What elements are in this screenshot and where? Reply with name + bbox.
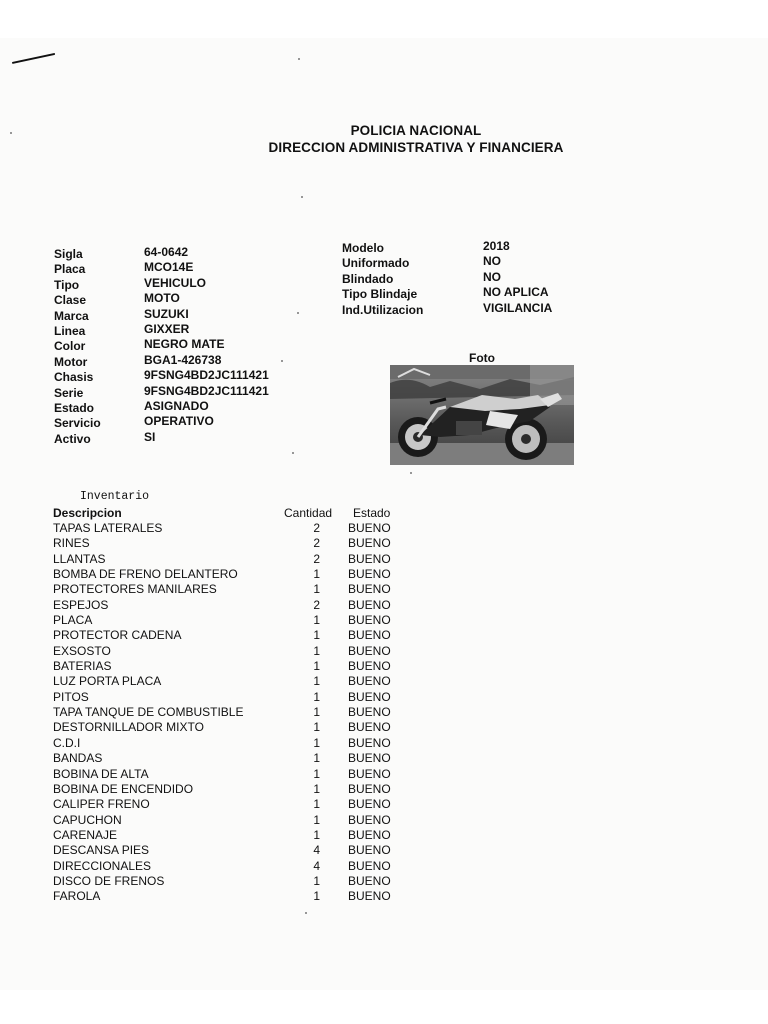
table-row xyxy=(0,644,768,659)
document-subtitle: DIRECCION ADMINISTRATIVA Y FINANCIERA xyxy=(268,140,564,155)
item-quantity: 2 xyxy=(313,536,320,551)
table-row xyxy=(0,736,768,751)
item-description: CARENAJE xyxy=(53,827,118,842)
field-value: 2018 xyxy=(483,239,510,253)
column-header-status: Estado xyxy=(353,506,391,520)
item-description: BANDAS xyxy=(53,751,103,766)
field-value: GIXXER xyxy=(144,321,190,336)
table-row xyxy=(0,889,768,904)
item-quantity: 1 xyxy=(313,674,320,689)
table-row xyxy=(0,720,768,735)
item-quantity: 2 xyxy=(313,521,320,535)
table-row xyxy=(0,751,768,766)
field-label: Sigla xyxy=(54,247,83,261)
item-description: CALIPER FRENO xyxy=(53,797,150,812)
motorcycle-photo xyxy=(390,365,574,465)
item-quantity: 1 xyxy=(313,643,320,658)
table-row xyxy=(0,552,768,567)
item-status: BUENO xyxy=(348,766,391,781)
field-label: Marca xyxy=(54,308,89,323)
table-row xyxy=(0,674,768,689)
field-label: Tipo Blindaje xyxy=(342,287,418,302)
item-status: BUENO xyxy=(348,751,391,766)
item-status: BUENO xyxy=(348,689,391,704)
item-status: BUENO xyxy=(348,674,391,689)
item-status: BUENO xyxy=(348,873,391,888)
field-label: Chasis xyxy=(54,370,94,385)
inventory-table xyxy=(0,521,768,905)
scan-speck xyxy=(10,132,12,134)
vehicle-field-labels-left xyxy=(54,247,101,447)
scan-speck xyxy=(298,58,300,60)
scan-speck xyxy=(305,912,307,914)
field-value: 64-0642 xyxy=(144,245,189,259)
item-description: PLACA xyxy=(53,613,93,628)
item-quantity: 1 xyxy=(313,827,320,842)
field-label: Clase xyxy=(54,293,87,308)
field-label: Ind.Utilizacion xyxy=(342,302,424,317)
field-value: BGA1-426738 xyxy=(144,352,222,367)
vehicle-field-values-right xyxy=(483,239,552,316)
field-value: NO APLICA xyxy=(483,285,549,300)
field-label: Activo xyxy=(54,431,91,446)
scan-bottom-margin xyxy=(0,990,768,1024)
table-row xyxy=(0,813,768,828)
table-row xyxy=(0,659,768,674)
item-quantity: 1 xyxy=(313,659,320,674)
item-description: LUZ PORTA PLACA xyxy=(53,674,162,689)
table-row xyxy=(0,521,768,536)
item-status: BUENO xyxy=(348,659,391,674)
item-description: BOBINA DE ALTA xyxy=(53,766,149,781)
item-quantity: 1 xyxy=(313,873,320,888)
item-description: LLANTAS xyxy=(53,551,106,566)
item-status: BUENO xyxy=(348,797,391,812)
item-description: PITOS xyxy=(53,689,89,704)
field-value: 9FSNG4BD2JC111421 xyxy=(144,368,269,383)
field-label: Blindado xyxy=(342,271,394,286)
field-value: VIGILANCIA xyxy=(483,300,553,315)
item-status: BUENO xyxy=(348,597,391,612)
item-quantity: 1 xyxy=(313,781,320,796)
field-value: NO xyxy=(483,254,501,269)
item-status: BUENO xyxy=(348,812,391,827)
item-description: C.D.I xyxy=(53,735,81,750)
item-quantity: 1 xyxy=(313,797,320,812)
document-title: POLICIA NACIONAL xyxy=(350,123,482,138)
item-description: DISCO DE FRENOS xyxy=(53,873,165,888)
item-description: DIRECCIONALES xyxy=(53,858,152,873)
item-status: BUENO xyxy=(348,858,391,873)
field-value: NEGRO MATE xyxy=(144,337,225,352)
table-row xyxy=(0,690,768,705)
item-quantity: 1 xyxy=(313,751,320,766)
item-description: BATERIAS xyxy=(53,659,112,674)
table-row xyxy=(0,598,768,613)
item-status: BUENO xyxy=(348,567,391,582)
column-header-quantity: Cantidad xyxy=(284,506,333,520)
field-value: MCO14E xyxy=(144,260,194,275)
field-value: NO xyxy=(483,269,501,284)
field-value: SI xyxy=(144,429,156,444)
item-status: BUENO xyxy=(348,628,391,643)
item-status: BUENO xyxy=(348,705,391,720)
item-status: BUENO xyxy=(348,843,391,858)
item-status: BUENO xyxy=(348,521,391,535)
vehicle-field-labels-right xyxy=(342,241,423,318)
item-description: TAPAS LATERALES xyxy=(53,521,163,535)
item-status: BUENO xyxy=(348,536,391,551)
table-row xyxy=(0,859,768,874)
scan-speck xyxy=(292,452,294,454)
item-status: BUENO xyxy=(348,613,391,628)
field-label: Motor xyxy=(54,354,88,369)
item-quantity: 4 xyxy=(313,843,320,858)
table-row xyxy=(0,874,768,889)
scan-speck xyxy=(281,360,283,362)
field-value: VEHICULO xyxy=(144,275,207,290)
item-quantity: 1 xyxy=(313,628,320,643)
item-status: BUENO xyxy=(348,720,391,735)
table-row xyxy=(0,767,768,782)
table-row xyxy=(0,536,768,551)
item-description: CAPUCHON xyxy=(53,812,122,827)
field-value: SUZUKI xyxy=(144,306,189,321)
field-label: Color xyxy=(54,339,86,354)
field-label: Estado xyxy=(54,400,95,415)
field-value: OPERATIVO xyxy=(144,414,214,429)
scan-speck xyxy=(410,472,412,474)
item-quantity: 1 xyxy=(313,705,320,720)
item-status: BUENO xyxy=(348,735,391,750)
table-row xyxy=(0,705,768,720)
field-value: 9FSNG4BD2JC111421 xyxy=(144,383,269,398)
item-description: EXSOSTO xyxy=(53,643,111,658)
inventory-title: Inventario xyxy=(80,490,150,503)
item-quantity: 2 xyxy=(313,551,320,566)
table-row xyxy=(0,843,768,858)
item-quantity: 1 xyxy=(313,766,320,781)
table-row xyxy=(0,797,768,812)
field-label: Serie xyxy=(54,385,84,400)
scan-speck xyxy=(301,196,303,198)
item-description: BOBINA DE ENCENDIDO xyxy=(53,781,194,796)
item-quantity: 1 xyxy=(313,735,320,750)
field-label: Modelo xyxy=(342,241,384,255)
item-quantity: 1 xyxy=(313,582,320,597)
table-row xyxy=(0,582,768,597)
field-label: Placa xyxy=(54,262,86,277)
vehicle-field-values-left xyxy=(144,245,269,445)
field-value: MOTO xyxy=(144,291,180,306)
table-row xyxy=(0,628,768,643)
item-quantity: 1 xyxy=(313,613,320,628)
item-status: BUENO xyxy=(348,889,391,904)
item-description: FAROLA xyxy=(53,889,101,904)
item-description: TAPA TANQUE DE COMBUSTIBLE xyxy=(53,705,244,720)
item-status: BUENO xyxy=(348,827,391,842)
item-description: RINES xyxy=(53,536,90,551)
scan-top-margin xyxy=(0,0,768,38)
item-description: BOMBA DE FRENO DELANTERO xyxy=(53,567,238,582)
photo-label: Foto xyxy=(469,351,495,365)
item-description: PROTECTORES MANILARES xyxy=(53,582,217,597)
item-description: DESCANSA PIES xyxy=(53,843,150,858)
item-quantity: 1 xyxy=(313,567,320,582)
field-label: Servicio xyxy=(54,416,101,431)
item-status: BUENO xyxy=(348,582,391,597)
table-row xyxy=(0,567,768,582)
item-description: PROTECTOR CADENA xyxy=(53,628,182,643)
scan-speck xyxy=(297,312,299,314)
column-header-description: Descripcion xyxy=(53,506,122,520)
item-quantity: 1 xyxy=(313,720,320,735)
table-row xyxy=(0,828,768,843)
field-value: ASIGNADO xyxy=(144,398,209,413)
item-quantity: 4 xyxy=(313,858,320,873)
item-description: ESPEJOS xyxy=(53,597,109,612)
table-row xyxy=(0,782,768,797)
item-status: BUENO xyxy=(348,551,391,566)
item-status: BUENO xyxy=(348,643,391,658)
item-description: DESTORNILLADOR MIXTO xyxy=(53,720,204,735)
item-quantity: 1 xyxy=(313,689,320,704)
field-label: Tipo xyxy=(54,277,80,292)
item-quantity: 2 xyxy=(313,597,320,612)
item-status: BUENO xyxy=(348,781,391,796)
item-quantity: 1 xyxy=(313,812,320,827)
field-label: Uniformado xyxy=(342,256,410,271)
item-quantity: 1 xyxy=(313,889,320,904)
table-row xyxy=(0,613,768,628)
field-label: Linea xyxy=(54,323,86,338)
